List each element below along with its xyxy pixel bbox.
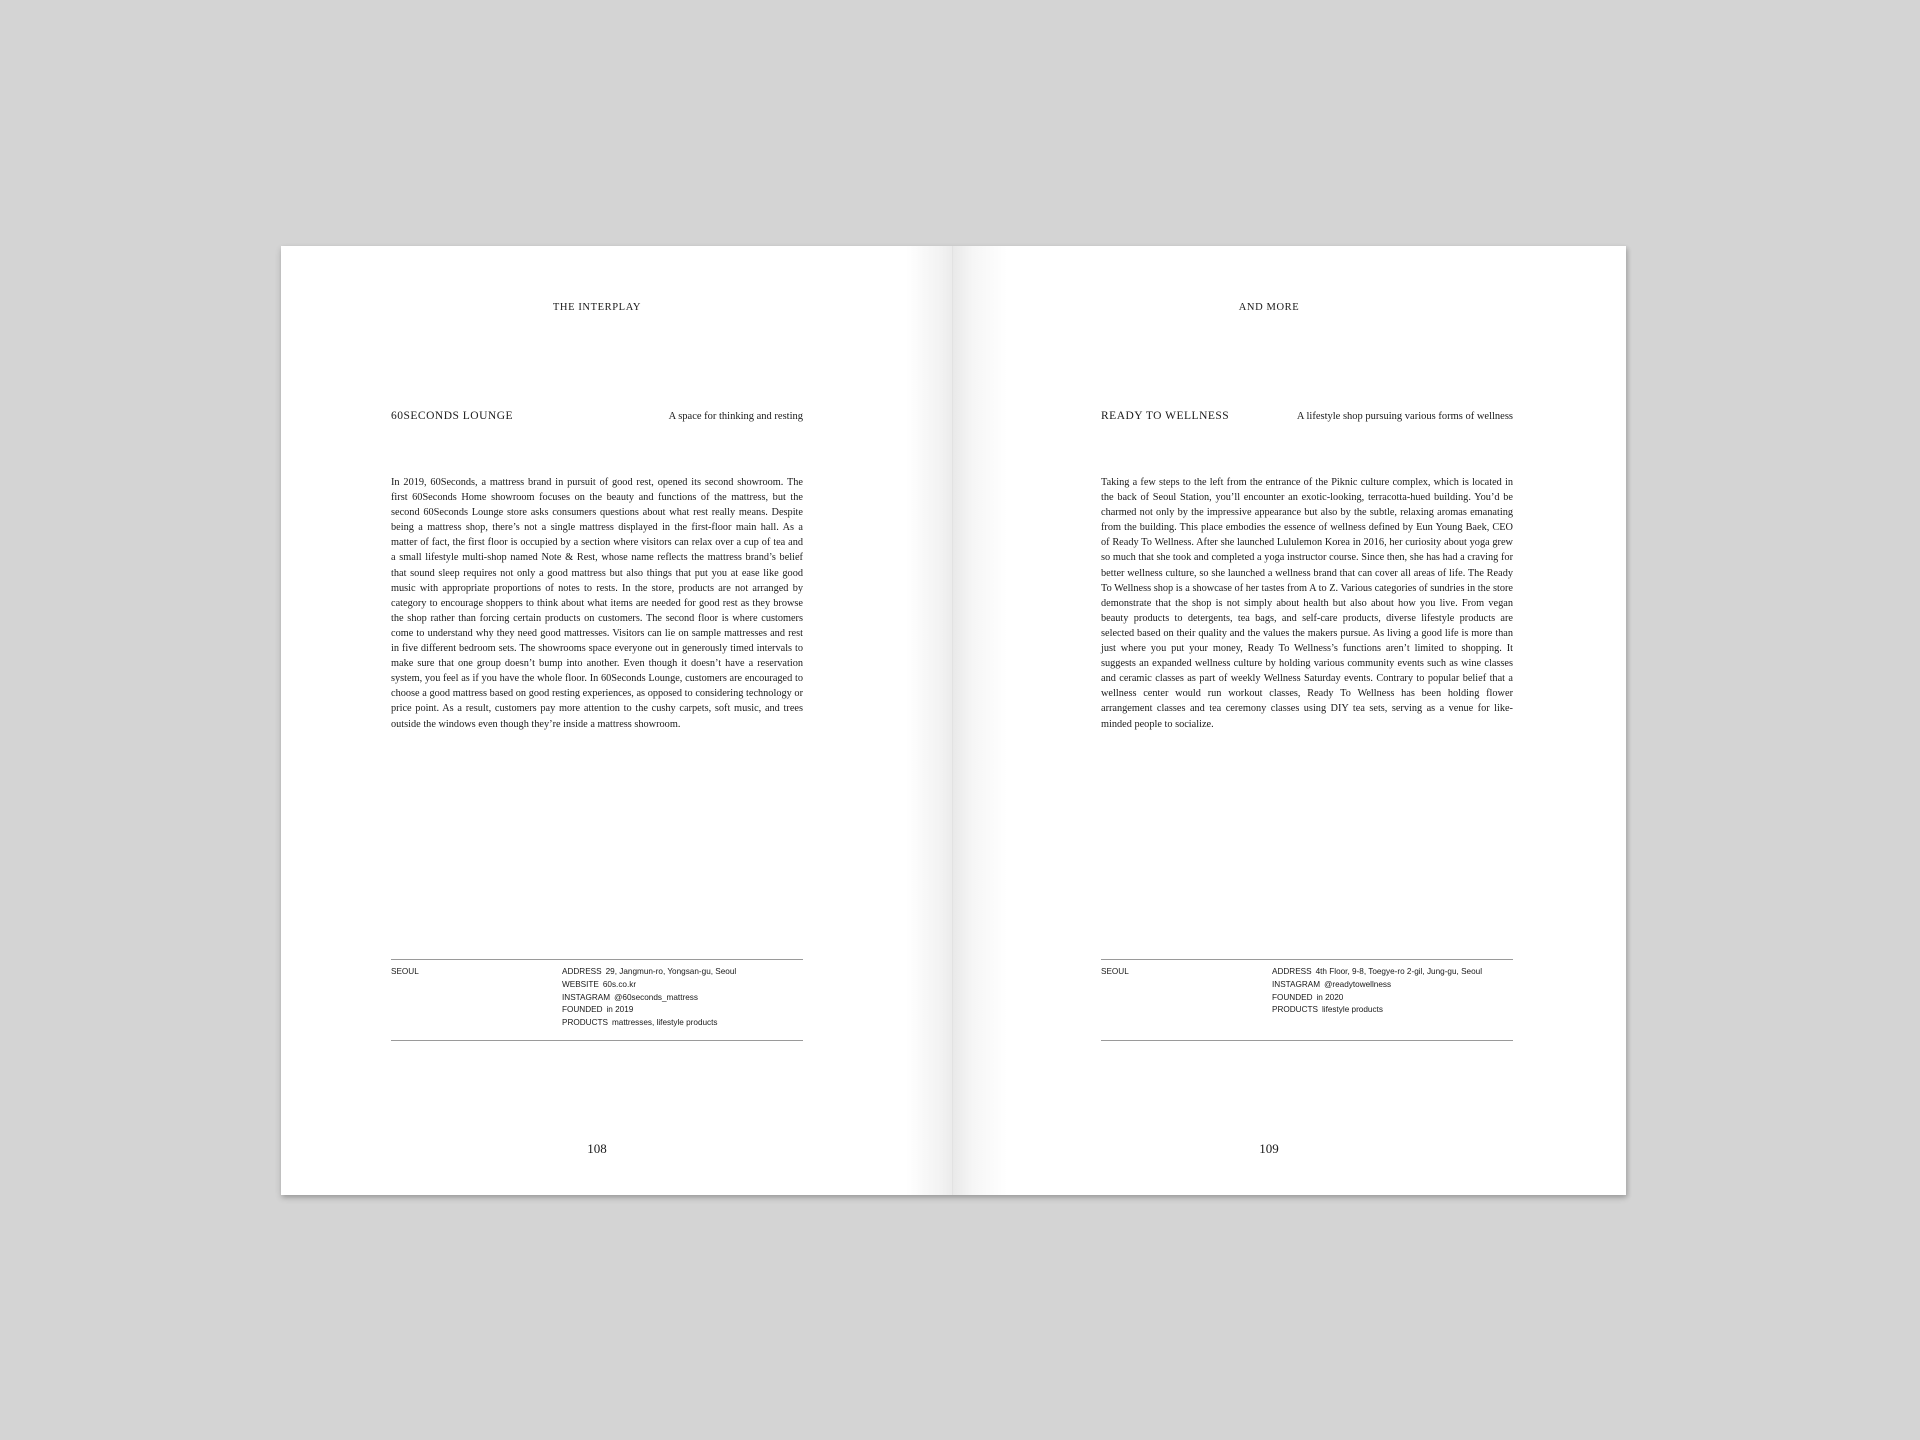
- info-products: [1272, 1004, 1512, 1017]
- info-key: INSTAGRAM: [1272, 979, 1321, 989]
- info-value: @readytowellness: [1324, 979, 1392, 989]
- info-list: [1272, 966, 1512, 1017]
- info-city: SEOUL: [1101, 967, 1129, 976]
- store-info-box: [391, 959, 803, 1041]
- info-value: lifestyle products: [1321, 1005, 1383, 1015]
- info-key: INSTAGRAM: [562, 992, 611, 1002]
- right-page: [953, 246, 1626, 1195]
- info-address: [1272, 966, 1512, 979]
- store-tagline: A lifestyle shop pursuing various forms of wellness: [1296, 411, 1513, 422]
- page-number: 109: [1259, 1141, 1279, 1156]
- info-city: SEOUL: [391, 967, 419, 976]
- store-tagline: A space for thinking and resting: [668, 411, 803, 422]
- page-number: 108: [587, 1141, 607, 1156]
- info-value: @60seconds_mattress: [614, 992, 698, 1002]
- info-address: [562, 966, 802, 979]
- article-body: In 2019, 60Seconds, a mattress brand in pursuit of good rest, opened its second showroom. The first 60Seconds Home showroom focuses on the beauty and functions of the mattress, but the second 60Seconds Lounge store asks consumers questions about what rest really means. Despite being a mattress shop, there’s not a single mattress displayed in the first-floor main hall. As a matter of fact, the first floor is occupied by a section where visitors can relax over a cup of tea and a small lifestyle multi-shop named Note & Rest, whose name reflects the mattress brand’s belief that sound sleep requires not only a good mattress but also things that put you at ease like good music with appropriate proportions of notes to rests. In the store, products are not arranged by category to encourage shoppers to think about what items are needed for good rest as they browse the shop rather than forcing certain products on customers. The second floor is where customers come to understand why they need good mattresses. Visitors can lie on sample mattresses and rest in five different bedroom sets. The showrooms space everyone out in generously timed intervals to make sure that one group doesn’t bump into another. Even though it doesn’t have a reservation system, you feel as if you have the whole floor. In 60Seconds Lounge, customers are encouraged to choose a good mattress based on good resting experiences, as opposed to considering technology or price point. As a result, customers pay more attention to the cushy carpets, soft music, and trees outside the windows even though they’re inside a mattress showroom.: [391, 477, 803, 730]
- info-key: FOUNDED: [1272, 992, 1313, 1002]
- info-value: 4th Floor, 9-8, Toegye-ro 2-gil, Jung-gu, Seoul: [1315, 967, 1483, 976]
- info-value: 29, Jangmun-ro, Yongsan-gu, Seoul: [605, 967, 737, 976]
- article-title-row: [391, 410, 803, 422]
- info-key: PRODUCTS: [562, 1018, 608, 1028]
- info-list: [562, 966, 802, 1030]
- info-value: mattresses, lifestyle products: [611, 1018, 718, 1028]
- info-value: in 2020: [1316, 992, 1344, 1002]
- info-value: in 2019: [606, 1005, 634, 1015]
- running-head: THE INTERPLAY: [552, 302, 642, 313]
- info-key: ADDRESS: [562, 967, 602, 976]
- info-products: [562, 1017, 802, 1030]
- store-name: READY TO WELLNESS: [1101, 410, 1230, 422]
- info-instagram: [1272, 979, 1512, 992]
- info-value: 60s.co.kr: [602, 979, 637, 989]
- magazine-spread: [281, 246, 1626, 1195]
- info-key: PRODUCTS: [1272, 1005, 1318, 1015]
- store-info-box: [1101, 959, 1513, 1041]
- info-key: FOUNDED: [562, 1005, 603, 1015]
- info-founded: [562, 1004, 802, 1017]
- info-key: WEBSITE: [562, 979, 599, 989]
- info-key: ADDRESS: [1272, 967, 1312, 976]
- running-head: AND MORE: [1238, 302, 1300, 313]
- article-title-row: [1101, 410, 1513, 422]
- info-website: [562, 979, 802, 992]
- article-body: Taking a few steps to the left from the entrance of the Piknic culture complex, which is located in the back of Seoul Station, you’ll encounter an exotic-looking, terracotta-hued building. You’d be charmed not only by the impressive appearance but also by the subtle, relaxing aromas emanating from the building. This place embodies the essence of wellness defined by Eun Young Baek, CEO of Ready To Wellness. After she launched Lululemon Korea in 2016, her curiosity about yoga grew so much that she took and completed a yoga instructor course. Since then, she has had a craving for better wellness culture, so she launched a wellness brand that can cover all areas of life. The Ready To Wellness shop is a showcase of her tastes from A to Z. Various categories of sundries in the store demonstrate that the shop is not simply about health but also about how you live. From vegan beauty products to detergents, tea bags, and self-care products, diverse lifestyle products are selected based on their quality and the values the makers pursue. As living a good life is more than just where you put your money, Ready To Wellness’s functions aren’t limited to shopping. It suggests an expanded wellness culture by holding various community events such as wine classes and ceramic classes as part of weekly Wellness Saturday events. Contrary to popular belief that a wellness center would run workout classes, Ready To Wellness has been holding flower arrangement classes and tea ceremony classes using DIY tea sets, serving as a venue for like-minded people to socialize.: [1101, 477, 1513, 730]
- store-name: 60SECONDS LOUNGE: [391, 410, 514, 422]
- info-founded: [1272, 992, 1512, 1005]
- info-instagram: [562, 992, 802, 1005]
- left-page: [281, 246, 953, 1195]
